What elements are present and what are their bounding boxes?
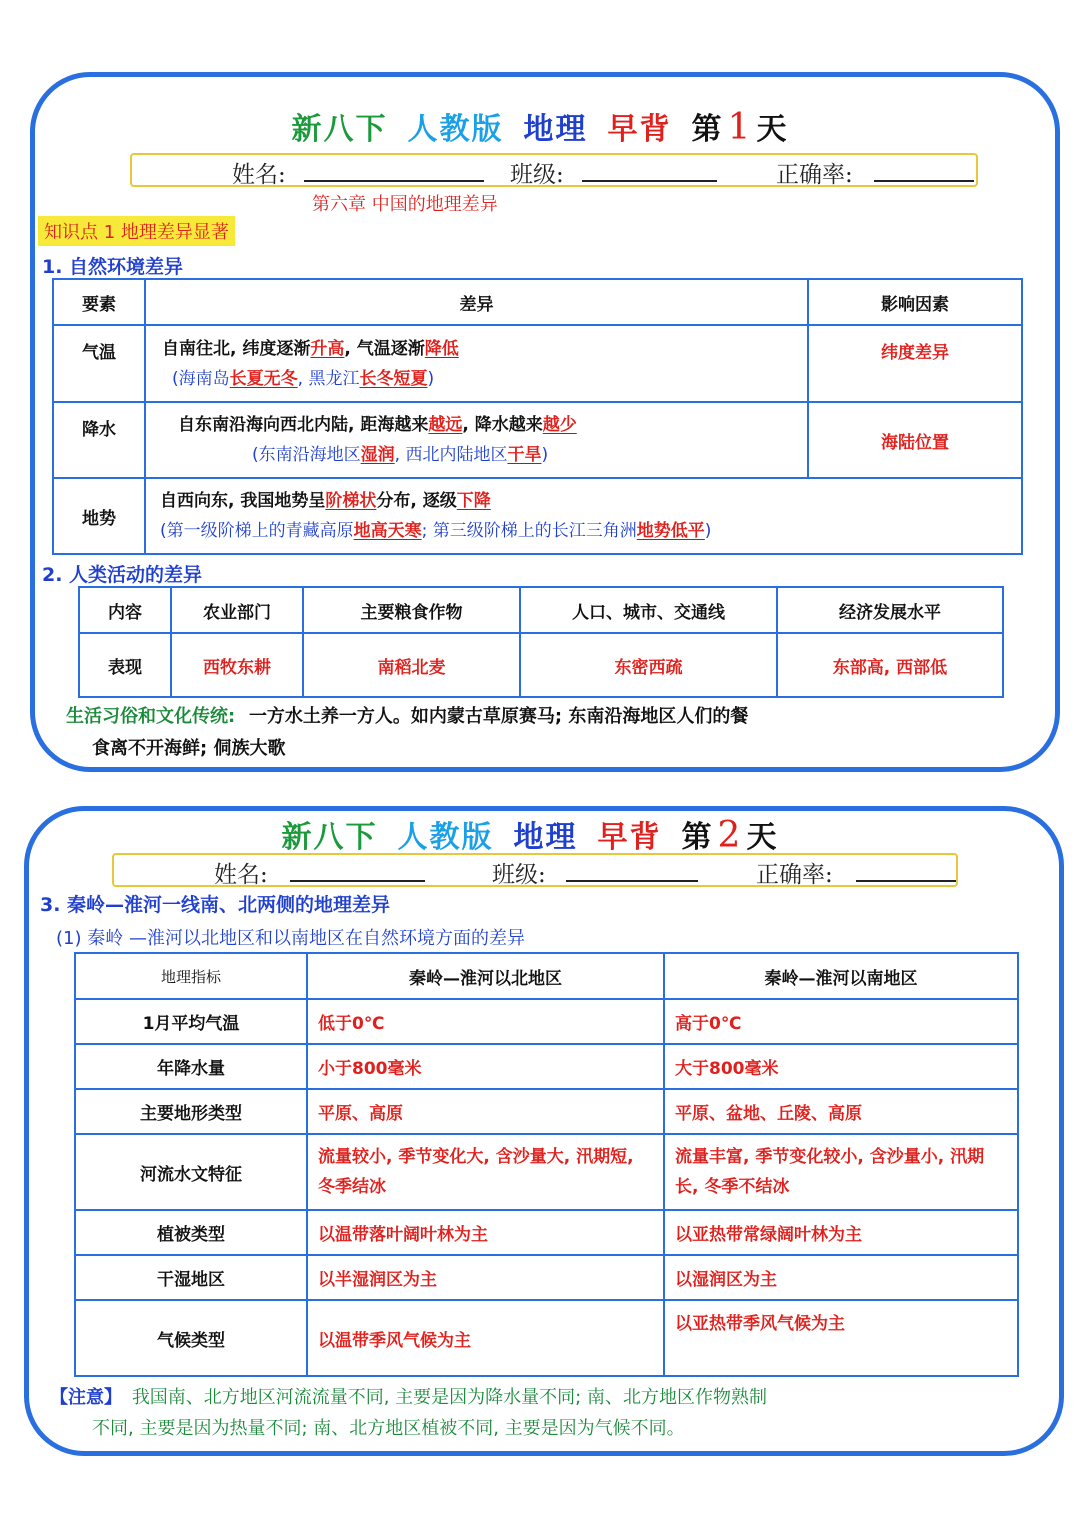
col-header-grain: 主要粮食作物 bbox=[303, 587, 520, 633]
customs-text-2: 食离不开海鲜; 侗族大歌 bbox=[92, 738, 286, 759]
col-header-factor: 要素 bbox=[53, 279, 145, 325]
table-row bbox=[79, 633, 1003, 697]
col-header-economy: 经济发展水平 bbox=[777, 587, 1003, 633]
name-label: 姓名: bbox=[214, 862, 268, 888]
col-header-agriculture: 农业部门 bbox=[171, 587, 303, 633]
class-field[interactable] bbox=[566, 880, 698, 882]
section-qinling-huaihe: 3. 秦岭—淮河一线南、北两侧的地理差异 bbox=[40, 894, 391, 916]
south-value: 流量丰富, 季节变化较小, 含沙量小, 汛期长, 冬季不结冰 bbox=[664, 1134, 1018, 1210]
col-header-population: 人口、城市、交通线 bbox=[520, 587, 777, 633]
note-line-1 bbox=[50, 1383, 767, 1409]
south-value: 平原、盆地、丘陵、高原 bbox=[664, 1089, 1018, 1134]
accuracy-label: 正确率: bbox=[756, 862, 833, 888]
north-value: 以半湿润区为主 bbox=[307, 1255, 664, 1300]
note-text-2: 不同, 主要是因为热量不同; 南、北方地区植被不同, 主要是因为气候不同。 bbox=[92, 1418, 685, 1439]
south-value: 以亚热带常绿阔叶林为主 bbox=[664, 1210, 1018, 1255]
table-row bbox=[75, 1089, 1018, 1134]
col-header-difference: 差异 bbox=[145, 279, 808, 325]
value-population: 东密西疏 bbox=[520, 633, 777, 697]
row-label-performance: 表现 bbox=[79, 633, 171, 697]
title-subject: 地理 bbox=[513, 820, 578, 855]
day2-info-bar bbox=[112, 853, 958, 887]
title-prefix: 第 bbox=[681, 820, 714, 855]
name-field[interactable] bbox=[290, 880, 425, 882]
table-row bbox=[53, 478, 1022, 554]
subsection-natural-differences: (1) 秦岭 —淮河以北地区和以南地区在自然环境方面的差异 bbox=[56, 928, 525, 949]
table-row bbox=[75, 1134, 1018, 1210]
row-label: 主要地形类型 bbox=[75, 1089, 307, 1134]
col-header-content: 内容 bbox=[79, 587, 171, 633]
title-grade: 新八下 bbox=[281, 820, 378, 855]
natural-env-table bbox=[52, 278, 1023, 555]
table-row bbox=[75, 1210, 1018, 1255]
north-value: 以温带季风气候为主 bbox=[307, 1300, 664, 1376]
class-field[interactable] bbox=[582, 180, 717, 182]
south-value: 大于800毫米 bbox=[664, 1044, 1018, 1089]
factor-precipitation: 降水 bbox=[53, 402, 145, 478]
table-row bbox=[53, 325, 1022, 402]
value-economy: 东部高, 西部低 bbox=[777, 633, 1003, 697]
value-agriculture: 西牧东耕 bbox=[171, 633, 303, 697]
south-value: 高于0℃ bbox=[664, 999, 1018, 1044]
row-label: 干湿地区 bbox=[75, 1255, 307, 1300]
name-field[interactable] bbox=[304, 180, 484, 182]
col-header-north: 秦岭—淮河以北地区 bbox=[307, 953, 664, 999]
table-row bbox=[75, 1044, 1018, 1089]
accuracy-label: 正确率: bbox=[776, 162, 853, 188]
difference-terrain: 自西向东, 我国地势呈阶梯状分布, 逐级下降 (第一级阶梯上的青藏高原地高天寒; 第三级阶梯上的长江三角洲地势低平) bbox=[145, 478, 1022, 554]
table-row bbox=[53, 402, 1022, 478]
title-day-number: 1 bbox=[727, 107, 753, 148]
col-header-cause: 影响因素 bbox=[808, 279, 1022, 325]
north-value: 以温带落叶阔叶林为主 bbox=[307, 1210, 664, 1255]
cause-precipitation: 海陆位置 bbox=[808, 402, 1022, 478]
row-label: 植被类型 bbox=[75, 1210, 307, 1255]
north-value: 小于800毫米 bbox=[307, 1044, 664, 1089]
table-row bbox=[75, 1255, 1018, 1300]
day2-title bbox=[0, 812, 1080, 856]
title-mode: 早背 bbox=[597, 820, 662, 855]
title-suffix: 天 bbox=[756, 112, 789, 147]
col-header-indicator: 地理指标 bbox=[75, 953, 307, 999]
customs-label: 生活习俗和文化传统: bbox=[66, 706, 236, 727]
row-label: 气候类型 bbox=[75, 1300, 307, 1376]
note-text-1: 我国南、北方地区河流流量不同, 主要是因为降水量不同; 南、北方地区作物熟制 bbox=[131, 1387, 767, 1408]
day1-info-bar bbox=[130, 153, 978, 187]
title-mode: 早背 bbox=[607, 112, 672, 147]
south-value: 以亚热带季风气候为主 bbox=[664, 1300, 1018, 1376]
north-value: 流量较小, 季节变化大, 含沙量大, 汛期短, 冬季结冰 bbox=[307, 1134, 664, 1210]
title-subject: 地理 bbox=[523, 112, 588, 147]
accuracy-field[interactable] bbox=[874, 180, 974, 182]
title-grade: 新八下 bbox=[291, 112, 388, 147]
customs-text-1: 一方水土养一方人。如内蒙古草原赛马; 东南沿海地区人们的餐 bbox=[248, 706, 749, 727]
south-value: 以湿润区为主 bbox=[664, 1255, 1018, 1300]
north-value: 低于0℃ bbox=[307, 999, 664, 1044]
section-natural-env: 1. 自然环境差异 bbox=[42, 256, 184, 278]
note-label: 【注意】 bbox=[50, 1387, 122, 1408]
factor-temperature: 气温 bbox=[53, 325, 145, 402]
chapter-title: 第六章 中国的地理差异 bbox=[312, 194, 498, 215]
title-version: 人教版 bbox=[407, 112, 504, 147]
section-human-activity: 2. 人类活动的差异 bbox=[42, 564, 203, 586]
knowledge-point-badge: 知识点 1 地理差异显著 bbox=[38, 216, 235, 246]
title-suffix: 天 bbox=[746, 820, 779, 855]
title-version: 人教版 bbox=[397, 820, 494, 855]
row-label: 河流水文特征 bbox=[75, 1134, 307, 1210]
row-label: 1月平均气温 bbox=[75, 999, 307, 1044]
factor-terrain: 地势 bbox=[53, 478, 145, 554]
row-label: 年降水量 bbox=[75, 1044, 307, 1089]
cause-temperature: 纬度差异 bbox=[808, 325, 1022, 402]
class-label: 班级: bbox=[492, 862, 546, 888]
human-activity-table bbox=[78, 586, 1004, 698]
title-prefix: 第 bbox=[691, 112, 724, 147]
qinling-huaihe-table bbox=[74, 952, 1019, 1377]
value-grain: 南稻北麦 bbox=[303, 633, 520, 697]
difference-temperature: 自南往北, 纬度逐渐升高, 气温逐渐降低 (海南岛长夏无冬, 黑龙江长冬短夏) bbox=[145, 325, 808, 402]
north-value: 平原、高原 bbox=[307, 1089, 664, 1134]
customs-line-1 bbox=[66, 702, 748, 728]
class-label: 班级: bbox=[510, 162, 564, 188]
accuracy-field[interactable] bbox=[856, 880, 956, 882]
table-row bbox=[75, 999, 1018, 1044]
table-row bbox=[75, 1300, 1018, 1376]
name-label: 姓名: bbox=[232, 162, 286, 188]
title-day-number: 2 bbox=[717, 815, 743, 856]
col-header-south: 秦岭—淮河以南地区 bbox=[664, 953, 1018, 999]
day1-title bbox=[0, 104, 1080, 148]
difference-precipitation: 自东南沿海向西北内陆, 距海越来越远, 降水越来越少 (东南沿海地区湿润, 西北内陆地区干旱) bbox=[145, 402, 808, 478]
